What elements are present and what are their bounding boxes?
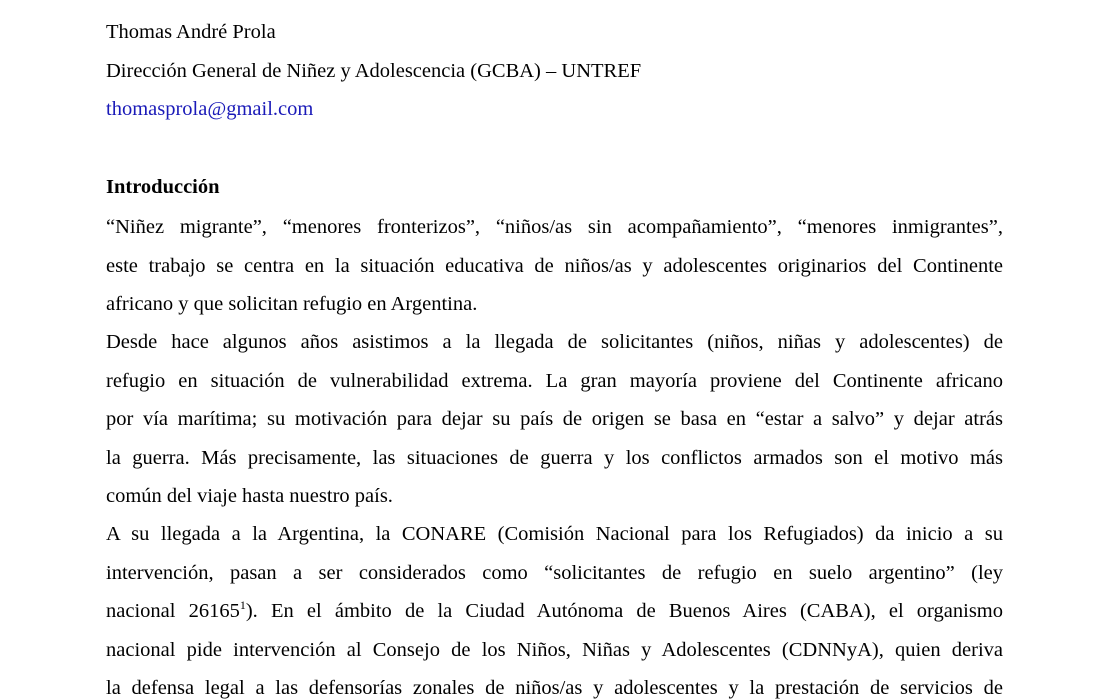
body-line-text: ). En el ámbito de la Ciudad Autónoma de Buenos Aires (CABA), el organismo: [245, 600, 1003, 622]
body-line: por vía marítima; su motivación para dejar su país de origen se basa en “estar a salvo” y dejar atrás: [106, 408, 1003, 430]
body-line: africano y que solicitan refugio en Argentina.: [106, 293, 478, 315]
body-line: común del viaje hasta nuestro país.: [106, 485, 393, 507]
footnote-marker[interactable]: 1: [239, 598, 246, 613]
body-line: la defensa legal a las defensorías zonales de niños/as y adolescentes y la prestación de servicios de: [106, 677, 1003, 699]
body-line: “Niñez migrante”, “menores fronterizos”, “niños/as sin acompañamiento”, “menores inmigrantes”,: [106, 216, 1003, 238]
body-line-text: nacional 26165: [106, 600, 240, 622]
author-affiliation: Dirección General de Niñez y Adolescencia (GCBA) – UNTREF: [106, 60, 642, 82]
body-line: intervención, pasan a ser considerados como “solicitantes de refugio en suelo argentino” (ley: [106, 562, 1003, 584]
body-line: la guerra. Más precisamente, las situaciones de guerra y los conflictos armados son el motivo más: [106, 447, 1003, 469]
section-heading: Introducción: [106, 176, 220, 198]
body-line: este trabajo se centra en la situación educativa de niños/as y adolescentes originarios del Continente: [106, 255, 1003, 277]
author-email-link[interactable]: thomasprola@gmail.com: [106, 98, 314, 120]
body-line-with-footnote: [106, 599, 1003, 623]
body-line: Desde hace algunos años asistimos a la llegada de solicitantes (niños, niñas y adolescentes) de: [106, 331, 1003, 353]
author-name: Thomas André Prola: [106, 21, 276, 43]
body-line: refugio en situación de vulnerabilidad extrema. La gran mayoría proviene del Continente africano: [106, 370, 1003, 392]
body-line: A su llegada a la Argentina, la CONARE (Comisión Nacional para los Refugiados) da inicio a su: [106, 523, 1003, 545]
body-line: nacional pide intervención al Consejo de los Niños, Niñas y Adolescentes (CDNNyA), quien deriva: [106, 639, 1003, 661]
